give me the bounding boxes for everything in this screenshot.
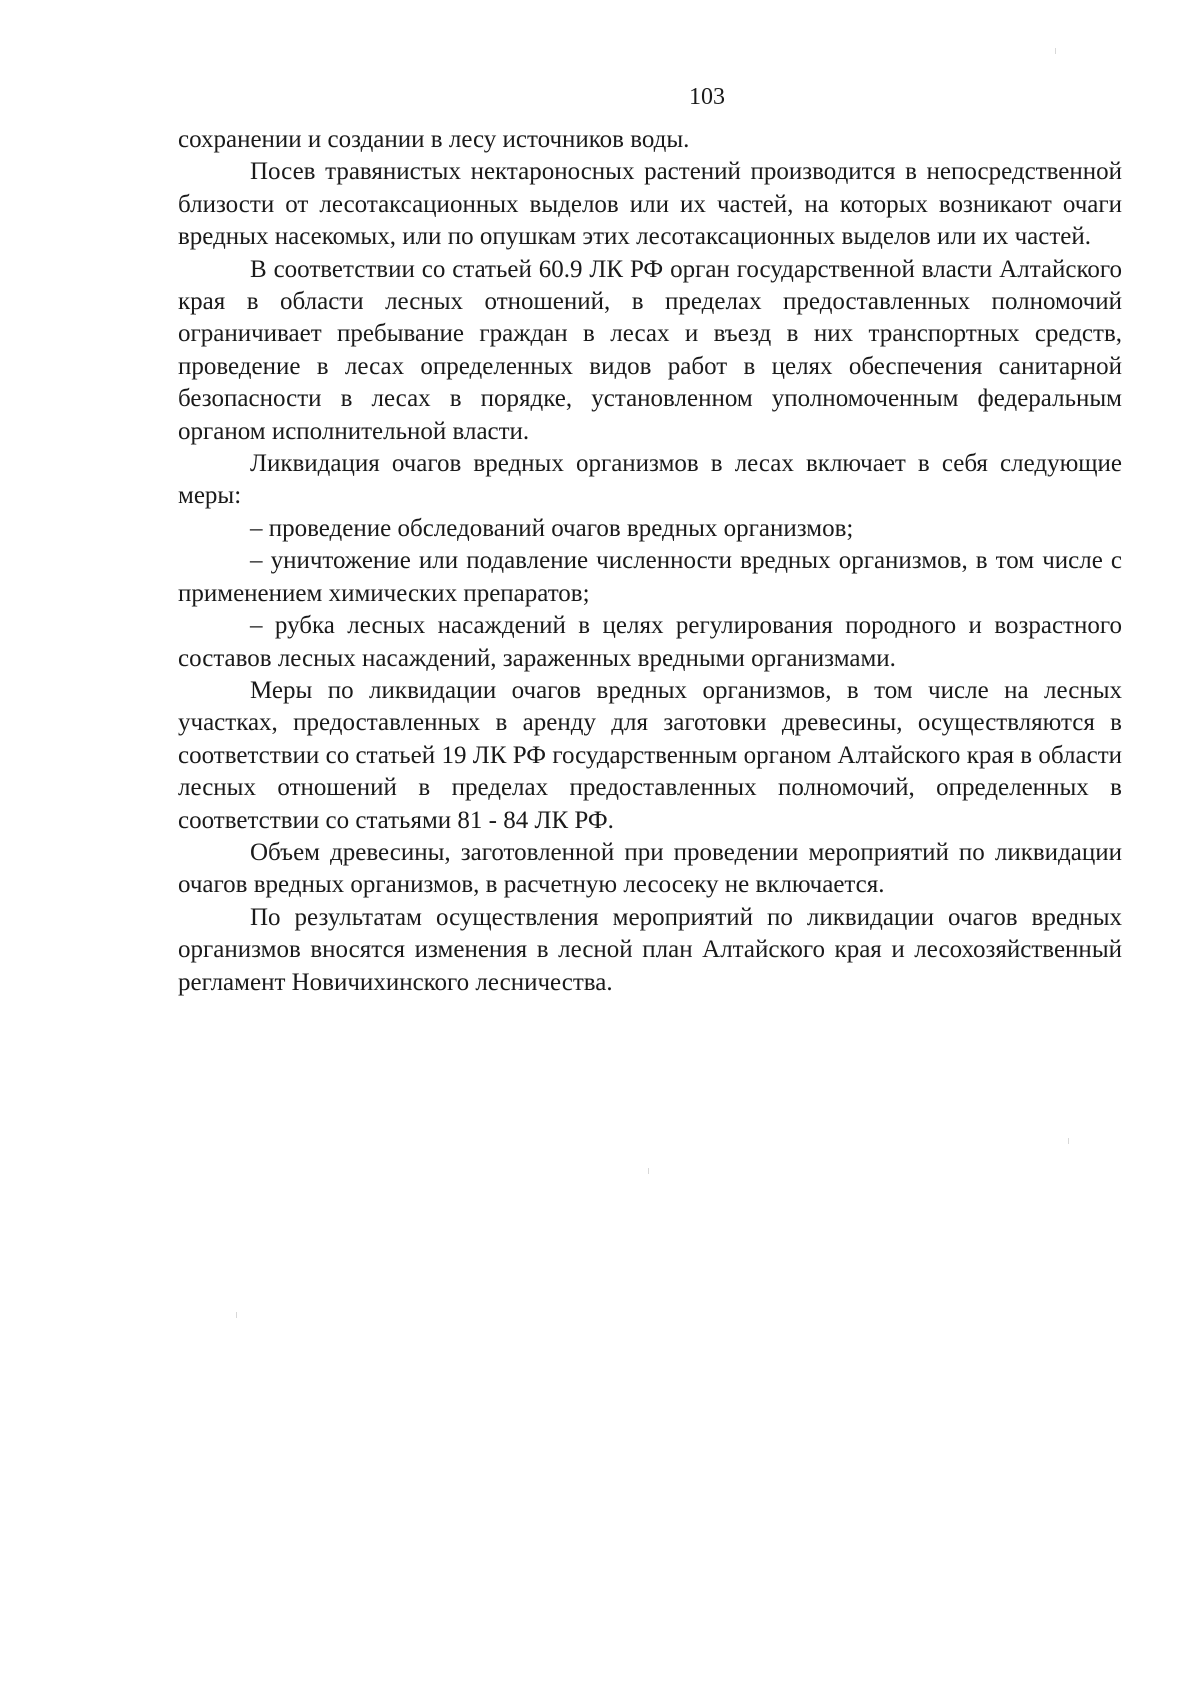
list-item-2: – уничтожение или подавление численности вредных организмов, в том числе с применением химических препаратов; (178, 547, 1122, 607)
scan-speck (1068, 1138, 1069, 1144)
list-item-1: – проведение обследований очагов вредных организмов; (250, 514, 854, 542)
paragraph-7: По результатам осуществления мероприятий по ликвидации очагов вредных организмов вносятся изменения в лесной план Алтайского края и лесохозяйственный регламент Новичихинского лесничества. (178, 903, 1122, 996)
paragraph-4: Ликвидация очагов вредных организмов в лесах включает в себя следующие меры: (178, 450, 1122, 510)
paragraph-6: Объем древесины, заготовленной при проведении мероприятий по ликвидации очагов вредных организмов, в расчетную лесосеку не включается. (178, 838, 1122, 899)
paragraph-1: сохранении и создании в лесу источников воды. (178, 126, 690, 153)
paragraph-2: Посев травянистых нектароносных растений производится в непосредственной близости от лесотаксационных выделов или их частей, на которых возникают очаги вредных насекомых, или по опушкам этих лесотаксационных выделов или их частей. (178, 158, 1122, 251)
scan-speck (1055, 48, 1056, 54)
scan-speck (648, 1168, 649, 1174)
paragraph-5: Меры по ликвидации очагов вредных организмов, в том числе на лесных участках, предоставленных в аренду для заготовки древесины, осуществляются в соответствии со статьей 19 ЛК РФ государственным органом Алтайского края в области лесных отношений в пределах предоставленных полномочий, определенных в соответствии со статьями 81 - 84 ЛК РФ. (178, 676, 1122, 834)
list-item-3: – рубка лесных насаждений в целях регулирования породного и возрастного составов лесных насаждений, зараженных вредными организмами. (178, 612, 1122, 672)
page-number: 103 (689, 84, 725, 110)
scan-speck (236, 1312, 237, 1318)
paragraph-3: В соответствии со статьей 60.9 ЛК РФ орган государственной власти Алтайского края в области лесных отношений, в пределах предоставленных полномочий ограничивает пребывание граждан в лесах и въезд в них транспортных средств, проведение в лесах определенных видов работ в целях обеспечения санитарной безопасности в лесах в порядке, установленном уполномоченным федеральным органом исполнительной власти. (178, 255, 1122, 445)
document-body (178, 124, 1122, 999)
